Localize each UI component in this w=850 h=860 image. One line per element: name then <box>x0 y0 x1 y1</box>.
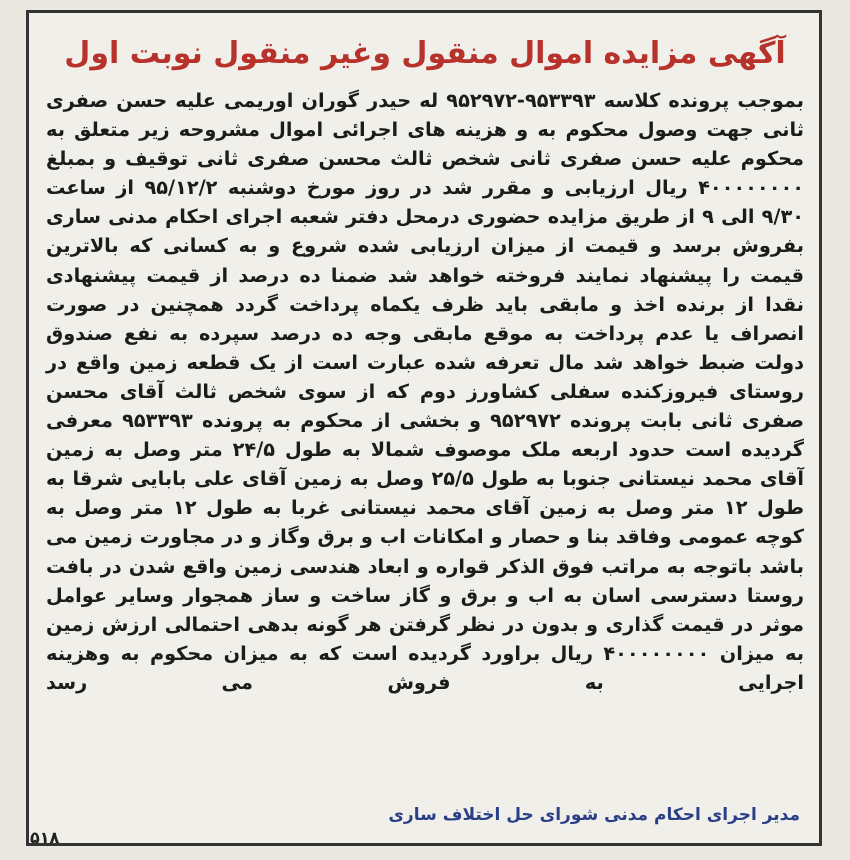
notice-signature: مدیر اجرای احکام مدنی شورای حل اختلاف ساری <box>388 805 800 825</box>
ad-number: ۵۱۸ <box>30 828 60 847</box>
notice-body: بموجب پرونده کلاسه ۹۵۳۳۹۳-۹۵۲۹۷۲ له حیدر گوران اوریمی علیه حسن صفری ثانی جهت وصول محکوم به و هزینه های اجرائی اموال مشروحه زیر متعلق به محکوم علیه حسن صفری ثانی شخص ثالث محسن صفری ثانی توقیف و بمبلغ ۴۰۰۰۰۰۰۰۰ ریال ارزیابی و مقرر شد در روز مورخ دوشنبه ۹۵/۱۲/۲ از ساعت ۹/۳۰ الی ۹ از طریق مزایده حضوری درمحل دفتر شعبه اجرای احکام مدنی ساری بفروش برسد و قیمت از میزان ارزیابی شده شروع و به کسانی که بالاترین قیمت را پیشنهاد نمایند فروخته خواهد شد ضمنا ده درصد از قیمت پیشنهادی نقدا از برنده اخذ و مابقی باید ظرف یکماه پرداخت گردد همچنین در صورت انصراف یا عدم پرداخت به موقع مابقی وجه ده درصد سپرده به نفع صندوق دولت ضبط خواهد شد مال تعرفه شده عبارت است از یک قطعه زمین واقع در روستای فیروزکنده سفلی کشاورز دوم که از سوی شخص ثالث آقای محسن صفری ثانی بابت پرونده ۹۵۲۹۷۲ و بخشی از محکوم به پرونده ۹۵۳۳۹۳ معرفی گردیده است حدود اربعه ملک موصوف شمالا به طول ۲۴/۵ متر وصل به زمین آقای محمد نیستانی جنوبا به طول ۲۵/۵ وصل به زمین آقای علی بابایی شرقا به طول ۱۲ متر وصل به زمین آقای محمد نیستانی غربا به طول ۱۲ متر وصل به کوچه عمومی وفاقد بنا و حصار و امکانات اب و برق وگاز و در مجاورت زمین می باشد باتوجه به مراتب فوق الذکر قواره و ابعاد هندسی زمین واقع شدن در بافت روستا دسترسی اسان به اب و برق و گاز ساخت و ساز همجوار وسایر عوامل موثر در قیمت گذاری و بدون در نظر گرفتن هر گونه بدهی احتمالی ارزش زمین به میزان ۴۰۰۰۰۰۰۰۰ ریال براورد گردیده است که به میزان محکوم به وهزینه اجرایی به فروش می رسد <box>46 89 805 694</box>
notice-title: آگهی مزایده اموال منقول وغیر منقول نوبت اول <box>64 36 786 71</box>
